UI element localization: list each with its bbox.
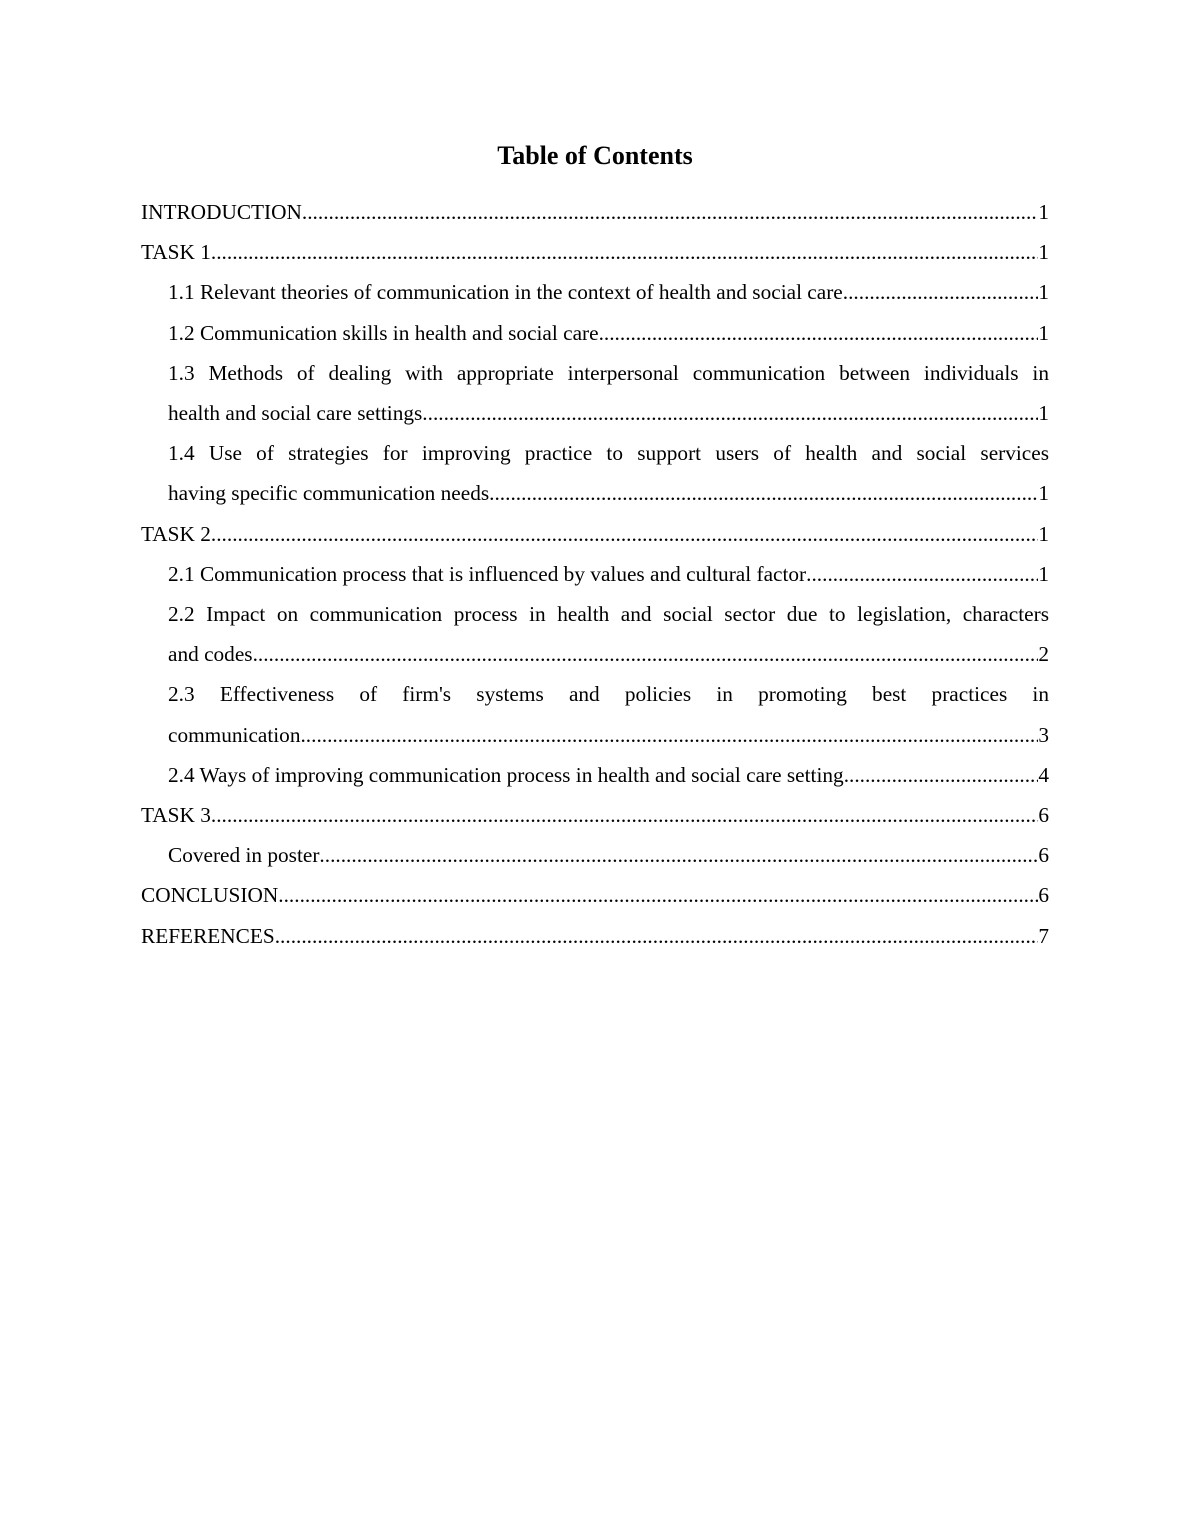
toc-entry-1-3[interactable]: [141, 353, 1049, 433]
dot-leader: [489, 473, 1038, 513]
toc-entry-text-line-2: communication: [168, 722, 301, 747]
dot-leader: [319, 835, 1038, 875]
toc-entry-conclusion[interactable]: [141, 875, 1049, 915]
toc-entry-text: TASK 3: [141, 803, 211, 828]
toc-entry-2-1[interactable]: [141, 554, 1049, 594]
toc-entry-2-2[interactable]: [141, 594, 1049, 674]
toc-page-number: 7: [1038, 923, 1049, 948]
toc-entry-1-1[interactable]: [141, 272, 1049, 312]
dot-leader: [300, 715, 1038, 755]
toc-page-number: 1: [1038, 401, 1049, 426]
toc-page-number: 1: [1038, 240, 1049, 265]
toc-entry-text: INTRODUCTION: [141, 200, 302, 224]
toc-title: Table of Contents: [497, 141, 693, 170]
toc-entry-text-line-2: having specific communication needs: [168, 481, 490, 506]
toc-page-number: 1: [1038, 481, 1049, 506]
toc-entry-text-line-2: and codes: [168, 642, 253, 667]
toc-entry-text-line-1: 1.3 Methods of dealing with appropriate interpersonal communication between individuals in: [168, 360, 1049, 385]
dot-leader: [843, 272, 1039, 312]
toc-page-number: 3: [1038, 722, 1049, 747]
dot-leader: [211, 514, 1038, 554]
toc-entry-task-2[interactable]: [141, 514, 1049, 554]
toc-entry-introduction[interactable]: [141, 192, 1049, 232]
toc-entry-text: 2.4 Ways of improving communication process in health and social care setting: [168, 762, 844, 787]
toc-entry-task-1[interactable]: [141, 232, 1049, 272]
toc-entry-text: TASK 2: [141, 521, 211, 546]
toc-page-number: 1: [1038, 200, 1049, 224]
toc-entry-1-2[interactable]: [141, 313, 1049, 353]
toc-entry-task-3[interactable]: [141, 795, 1049, 835]
dot-leader: [278, 875, 1038, 915]
toc-entry-text: TASK 1: [141, 240, 211, 265]
dot-leader: [422, 393, 1038, 433]
toc-page-number: 1: [1038, 280, 1049, 305]
toc-page-number: 1: [1038, 561, 1049, 586]
toc-entry-text-line-1: 1.4 Use of strategies for improving practice to support users of health and social services: [168, 441, 1049, 466]
toc-page-number: 1: [1038, 521, 1049, 546]
toc-list: [141, 192, 1049, 956]
toc-entry-text: CONCLUSION: [141, 883, 279, 908]
toc-entry-text-line-1: 2.3 Effectiveness of firm's systems and policies in promoting best practices in: [168, 682, 1049, 707]
toc-page-number: 6: [1038, 843, 1049, 868]
dot-leader: [211, 232, 1038, 272]
toc-entry-text-line-2: health and social care settings: [168, 401, 423, 426]
toc-entry-text: 2.1 Communication process that is influenced by values and cultural factor: [168, 561, 807, 586]
toc-page-number: 6: [1038, 883, 1049, 908]
toc-entry-references[interactable]: [141, 916, 1049, 956]
dot-leader: [275, 916, 1039, 956]
toc-entry-covered-in-poster[interactable]: [141, 835, 1049, 875]
dot-leader: [599, 313, 1039, 353]
toc-entry-text: Covered in poster: [168, 843, 320, 868]
dot-leader: [844, 755, 1039, 795]
toc-page-number: 6: [1038, 803, 1049, 828]
dot-leader: [302, 192, 1038, 232]
toc-entry-text: 1.1 Relevant theories of communication in the context of health and social care: [168, 280, 843, 305]
toc-entry-text: 1.2 Communication skills in health and social care: [168, 320, 599, 345]
toc-entry-text-line-1: 2.2 Impact on communication process in health and social sector due to legislation, characters: [168, 602, 1049, 627]
toc-page-number: 2: [1038, 642, 1049, 667]
toc-entry-2-4[interactable]: [141, 755, 1049, 795]
toc-entry-text: REFERENCES: [141, 923, 275, 948]
toc-entry-2-3[interactable]: [141, 674, 1049, 754]
dot-leader: [806, 554, 1038, 594]
toc-page-number: 4: [1038, 762, 1049, 787]
toc-entry-1-4[interactable]: [141, 433, 1049, 513]
dot-leader: [253, 634, 1039, 674]
toc-page-number: 1: [1038, 320, 1049, 345]
dot-leader: [211, 795, 1038, 835]
